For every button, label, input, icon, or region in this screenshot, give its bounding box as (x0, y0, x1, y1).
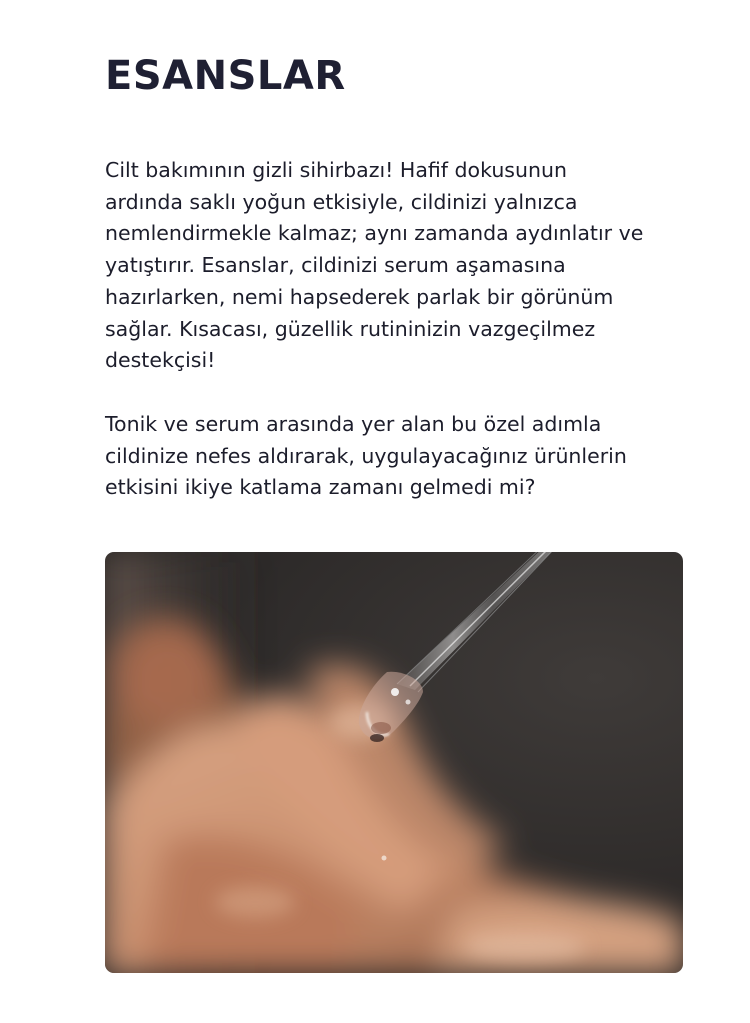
paragraph-line: etkisini ikiye katlama zamanı gelmedi mi? (105, 475, 536, 500)
second-paragraph (105, 409, 685, 504)
paragraph-line: Cilt bakımının gizli sihirbazı! Hafif dokusunun (105, 158, 567, 182)
paragraph-line: Tonik ve serum arasında yer alan bu özel adımla (105, 412, 602, 436)
paragraph-line: sağlar. Kısacası, güzellik rutininizin vazgeçilmez (105, 316, 596, 341)
paragraph-line: hazırlarken, nemi hapsederek parlak bir görünüm (105, 284, 614, 309)
photo-illustration (105, 552, 683, 973)
serum-dropper-photo (105, 552, 683, 973)
intro-paragraph (105, 155, 685, 377)
paragraph-line: cildinize nefes aldırarak, uygulayacağınız ürünlerin (105, 443, 627, 468)
page-title: ESANSLAR (105, 53, 346, 99)
paragraph-line: yatıştırır. Esanslar, cildinizi serum aşamasına (105, 253, 566, 278)
dropper-glass (397, 552, 557, 692)
paragraph-line: nemlendirmekle kalmaz; aynı zamanda aydınlatır ve (105, 221, 644, 246)
small-droplet (382, 856, 387, 861)
paragraph-line: destekçisi! (105, 348, 216, 373)
hand-shape (105, 617, 683, 973)
paragraph-line: ardında saklı yoğun etkisiyle, cildinizi yalnızca (105, 189, 578, 214)
